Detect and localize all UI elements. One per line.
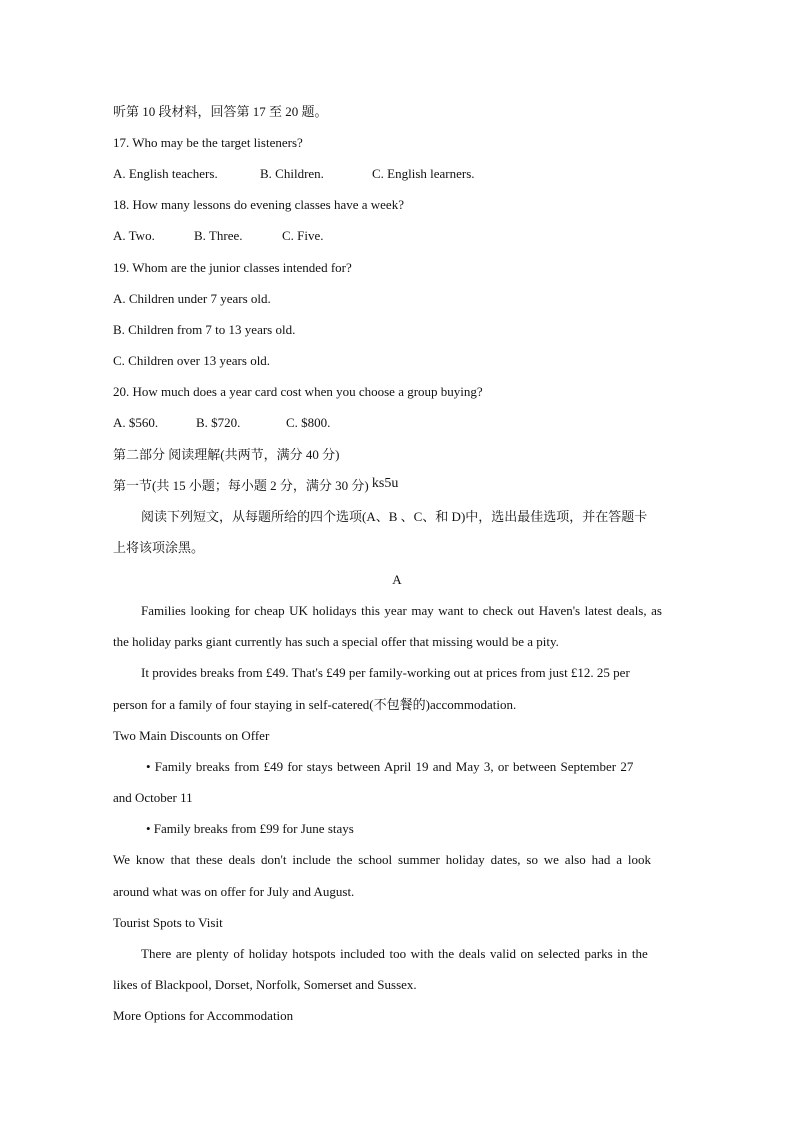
paragraph-4-line-1: There are plenty of holiday hotspots included too with the deals valid on selected parks in the bbox=[141, 946, 648, 961]
paragraph-4-line-2: likes of Blackpool, Dorset, Norfolk, Somerset and Sussex. bbox=[113, 977, 417, 992]
bullet-2: • Family breaks from £99 for June stays bbox=[146, 821, 354, 836]
q17-option-a: A. English teachers. bbox=[113, 166, 218, 181]
q18-option-c: C. Five. bbox=[282, 228, 324, 243]
bullet-1-line-1: • Family breaks from £49 for stays between April 19 and May 3, or between September 27 bbox=[146, 759, 634, 774]
q19-option-a: A. Children under 7 years old. bbox=[113, 291, 271, 306]
q18-option-b: B. Three. bbox=[194, 228, 243, 243]
question-20-options bbox=[113, 415, 330, 431]
heading-more-options: More Options for Accommodation bbox=[113, 1008, 294, 1023]
heading-two-main-discounts: Two Main Discounts on Offer bbox=[113, 728, 270, 743]
section-1-title bbox=[113, 478, 398, 495]
listening-section-intro: 听第 10 段材料，回答第 17 至 20 题。 bbox=[113, 104, 328, 119]
paragraph-3-line-1: We know that these deals don't include the school summer holiday dates, so we also had a look bbox=[113, 852, 651, 867]
reading-instructions-line-1: 阅读下列短文，从每题所给的四个选项(A、B 、C、和 D)中，选出最佳选项，并在答题卡 bbox=[141, 509, 648, 524]
ks5u-watermark: ks5u bbox=[371, 476, 399, 491]
paragraph-1-line-2: the holiday parks giant currently has such a special offer that missing would be a pity. bbox=[113, 634, 559, 649]
q19-option-b: B. Children from 7 to 13 years old. bbox=[113, 322, 296, 337]
question-17-options bbox=[113, 166, 475, 182]
reading-instructions-line-2: 上将该项涂黑。 bbox=[113, 540, 205, 555]
paragraph-2-line-1: It provides breaks from £49. That's £49 per family-working out at prices from just £12. 25 per bbox=[141, 665, 630, 680]
q20-option-a: A. $560. bbox=[113, 415, 159, 430]
q17-option-b: B. Children. bbox=[260, 166, 324, 181]
bullet-1-line-2: and October 11 bbox=[113, 790, 193, 805]
q19-option-c: C. Children over 13 years old. bbox=[113, 353, 271, 368]
heading-tourist-spots: Tourist Spots to Visit bbox=[113, 915, 223, 930]
q20-option-c: C. $800. bbox=[286, 415, 331, 430]
part-2-title: 第二部分 阅读理解(共两节，满分 40 分) bbox=[113, 447, 340, 462]
question-20-stem: 20. How much does a year card cost when you choose a group buying? bbox=[113, 384, 483, 399]
question-18-options bbox=[113, 228, 324, 244]
paragraph-1-line-1: Families looking for cheap UK holidays this year may want to check out Haven's latest deals, as bbox=[141, 603, 662, 618]
passage-label: A bbox=[392, 572, 402, 587]
paragraph-2-line-2: person for a family of four staying in self-catered(不包餐的)accommodation. bbox=[113, 697, 517, 712]
section-1-title-text: 第一节(共 15 小题；每小题 2 分，满分 30 分) bbox=[113, 478, 369, 493]
q17-option-c: C. English learners. bbox=[372, 166, 475, 181]
q18-option-a: A. Two. bbox=[113, 228, 155, 243]
paragraph-3-line-2: around what was on offer for July and August. bbox=[113, 884, 355, 899]
question-17-stem: 17. Who may be the target listeners? bbox=[113, 135, 303, 150]
question-18-stem: 18. How many lessons do evening classes have a week? bbox=[113, 197, 404, 212]
question-19-stem: 19. Whom are the junior classes intended for? bbox=[113, 260, 352, 275]
q20-option-b: B. $720. bbox=[196, 415, 241, 430]
